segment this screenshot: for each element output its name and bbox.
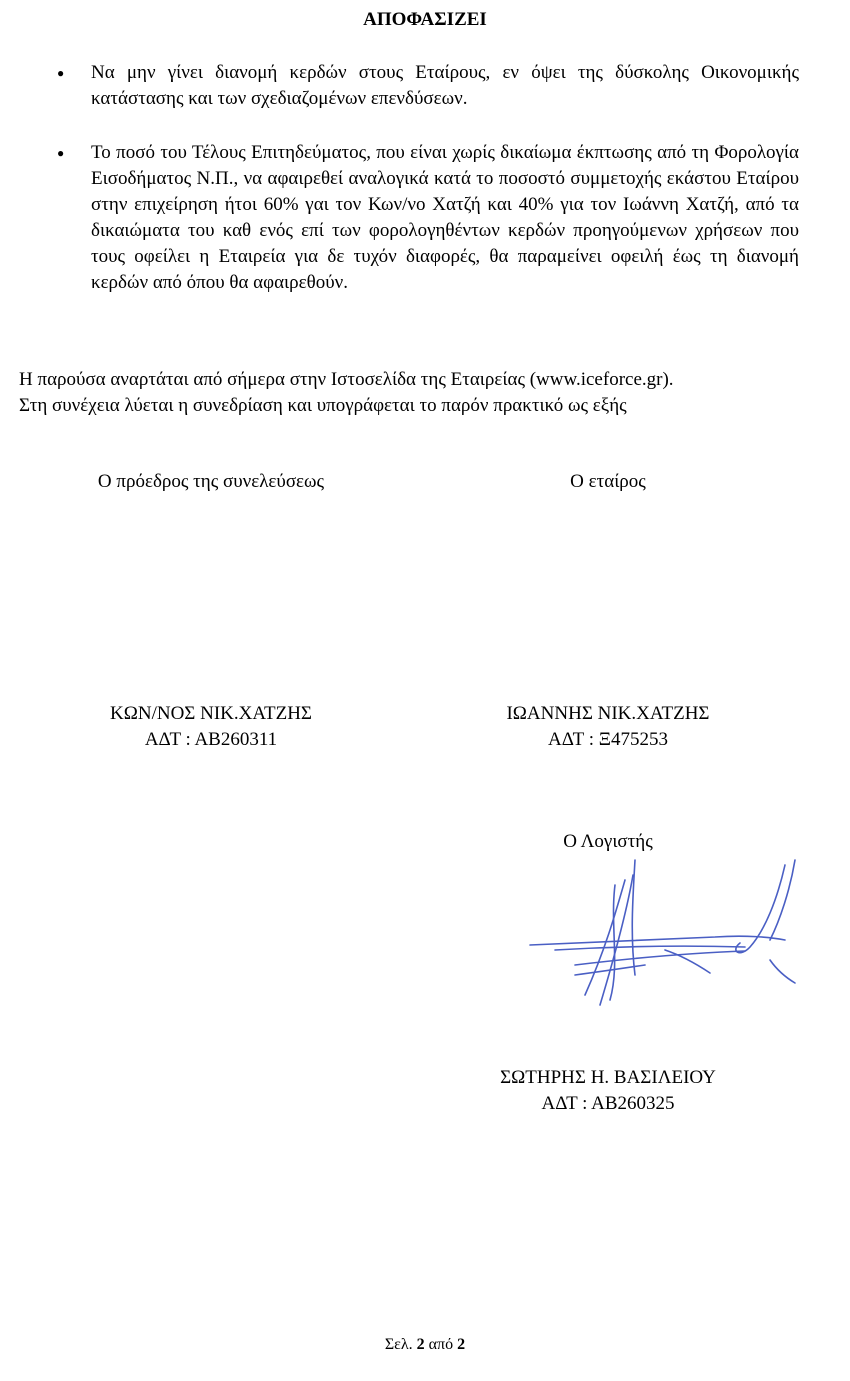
notice-line-1: Η παρούσα αναρτάται από σήμερα στην Ιστοσελίδα της Εταιρείας (www.iceforce.gr). xyxy=(19,369,674,390)
decision-text: Να μην γίνει διανομή κερδών στους Εταίρους, εν όψει της δύσκολης Οικονομικής κατάστασης και των σχεδιαζομένων επενδύσεων. xyxy=(91,62,799,109)
bullet-icon: ● xyxy=(57,146,65,160)
document-heading: ΑΠΟΦΑΣΙΖΕΙ xyxy=(363,9,487,30)
notice-line-2: Στη συνέχεια λύεται η συνεδρίαση και υπογράφεται το παρόν πρακτικό ως εξής xyxy=(19,395,627,416)
partner-id: ΑΔΤ : Ξ475253 xyxy=(548,729,668,750)
accountant-name-block xyxy=(448,1065,768,1117)
notice-paragraph xyxy=(19,367,819,419)
handwritten-signature xyxy=(515,855,805,1010)
decision-item xyxy=(55,140,799,296)
decision-list xyxy=(55,60,799,324)
chair-role-block xyxy=(51,469,371,495)
partner-name: ΙΩΑΝΝΗΣ ΝΙΚ.ΧΑΤΖΗΣ xyxy=(506,703,710,724)
accountant-name: ΣΩΤΗΡΗΣ Η. ΒΑΣΙΛΕΙΟΥ xyxy=(500,1067,716,1088)
page-total: 2 xyxy=(457,1336,466,1353)
partner-role: Ο εταίρος xyxy=(570,471,646,492)
accountant-id: ΑΔΤ : ΑΒ260325 xyxy=(541,1093,675,1114)
accountant-role: Ο Λογιστής xyxy=(563,831,653,852)
chair-role: Ο πρόεδρος της συνελεύσεως xyxy=(97,471,325,492)
page-middle: από xyxy=(424,1336,458,1353)
decision-text: Το ποσό του Τέλους Επιτηδεύματος, που είναι χωρίς δικαίωμα έκπτωσης από τη Φορολογία Εισοδήματος Ν.Π., να αφαιρεθεί αναλογικά κατά το ποσοστό συμμετοχής εκάστου Εταίρου στην επιχείρηση ήτοι 60% γαι τον Κων/νο Χατζή και 40% για τον Ιωάννη Χατζή, από τα δικαιώματα του καθ ενός επί των φορολογηθέντων κερδών προηγούμενων χρήσεων που τους οφείλει η Εταιρεία για δε τυχόν διαφορές, θα παραμείνει οφειλή έως τη διανομή κερδών από όπου θα αφαιρεθούν. xyxy=(91,142,799,293)
bullet-icon: ● xyxy=(57,66,65,80)
page-footer xyxy=(0,1332,850,1358)
page-prefix: Σελ. xyxy=(384,1336,417,1353)
accountant-role-block xyxy=(448,829,768,855)
chair-id: ΑΔΤ : ΑΒ260311 xyxy=(144,729,278,750)
chair-name-block xyxy=(51,701,371,753)
decision-item xyxy=(55,60,799,112)
partner-role-block xyxy=(448,469,768,495)
partner-name-block xyxy=(448,701,768,753)
page-number: 2 xyxy=(416,1336,425,1353)
chair-name: ΚΩΝ/ΝΟΣ ΝΙΚ.ΧΑΤΖΗΣ xyxy=(110,703,312,724)
